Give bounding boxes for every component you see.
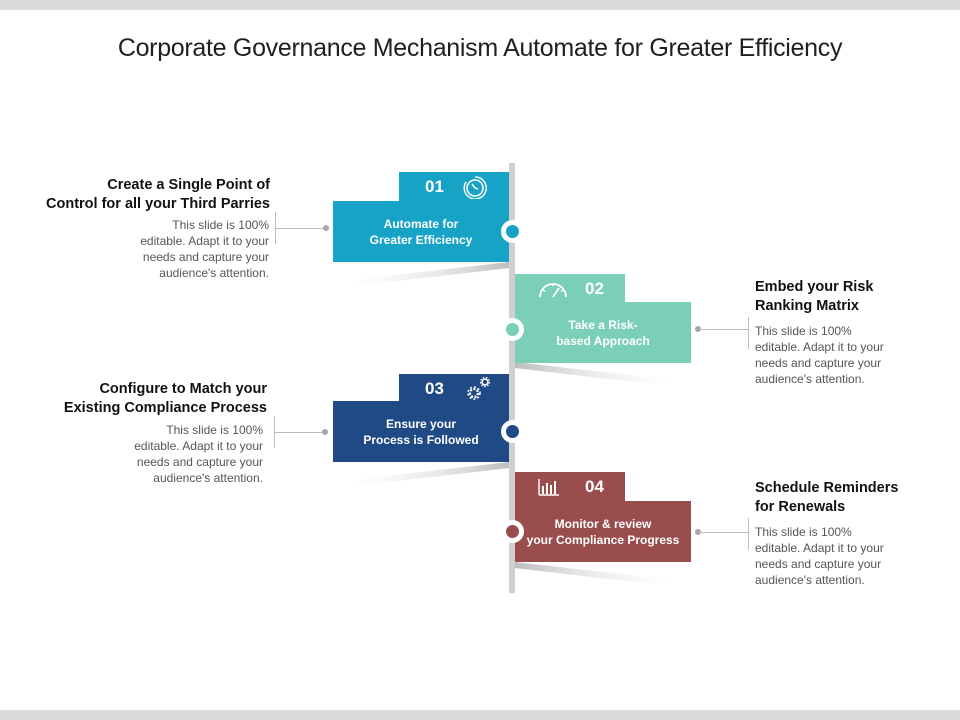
flag-line: Automate for [383,216,459,231]
heading-line: Create a Single Point of [107,177,270,193]
step-description [755,323,935,387]
flag-shadow [515,362,691,384]
flag-line: your Compliance Progress [526,532,680,547]
desc-line: editable. Adapt it to your [755,541,884,555]
connector-line [699,329,748,330]
step-number: 01 [425,177,444,196]
desc-line: audience's attention. [153,471,263,485]
flag-shadow [333,262,509,284]
top-band [0,0,960,10]
connector-line [699,532,748,533]
flag-line: Take a Risk- [568,317,638,332]
step-04-flag [515,501,691,562]
flag-shadow [333,462,509,484]
desc-line: needs and capture your [136,455,263,469]
desc-line: This slide is 100% [172,218,269,232]
bar-chart-icon [537,477,561,497]
flag-shadow [515,562,691,584]
step-heading [20,380,267,418]
connector-line [274,432,325,433]
step-number: 04 [585,477,604,496]
timeline-dot [501,318,524,341]
connector-dot [322,429,328,435]
step-02-tab [515,274,625,304]
speedometer-icon [537,278,569,300]
timeline-dot [501,220,524,243]
flag-line: Greater Efficiency [369,232,473,247]
flag-line: Monitor & review [554,516,652,531]
timeline-dot [501,420,524,443]
desc-line: editable. Adapt it to your [134,439,263,453]
connector-dot [323,225,329,231]
step-01-tab [399,172,509,202]
step-description [94,422,263,486]
flag-line: based Approach [556,333,650,348]
desc-line: This slide is 100% [755,324,852,338]
flag-line: Ensure your [385,416,457,431]
step-04-tab [515,472,625,502]
step-heading [755,479,945,517]
heading-line: Schedule Reminders [755,480,899,496]
desc-line: needs and capture your [755,557,882,571]
step-01-flag [333,201,509,262]
connector-bracket [748,317,749,349]
desc-line: This slide is 100% [755,525,852,539]
desc-line: audience's attention. [159,266,269,280]
desc-line: needs and capture your [142,250,269,264]
heading-line: Existing Compliance Process [63,400,267,416]
heading-line: Configure to Match your [99,381,267,397]
desc-line: audience's attention. [755,573,865,587]
step-02-flag [515,302,691,363]
step-03-flag [333,401,509,462]
heading-line: Control for all your Third Parries [46,196,270,212]
slide-title: Corporate Governance Mechanism Automate for Greater Efficiency [117,34,843,62]
desc-line: editable. Adapt it to your [140,234,269,248]
step-description [755,524,935,588]
heading-line: Embed your Risk [755,279,874,295]
step-heading [20,176,270,214]
stopwatch-icon [463,175,487,199]
heading-line: for Renewals [755,499,846,515]
timeline-dot [501,520,524,543]
desc-line: audience's attention. [755,372,865,386]
step-description [100,217,269,281]
desc-line: editable. Adapt it to your [755,340,884,354]
bottom-band [0,710,960,720]
gears-icon [465,375,493,403]
step-number: 03 [425,379,444,398]
step-03-tab [399,374,509,404]
connector-bracket [748,518,749,550]
desc-line: needs and capture your [755,356,882,370]
desc-line: This slide is 100% [166,423,263,437]
step-number: 02 [585,279,604,298]
connector-line [275,228,327,229]
step-heading [755,278,945,316]
heading-line: Ranking Matrix [755,298,859,314]
flag-line: Process is Followed [363,432,479,447]
